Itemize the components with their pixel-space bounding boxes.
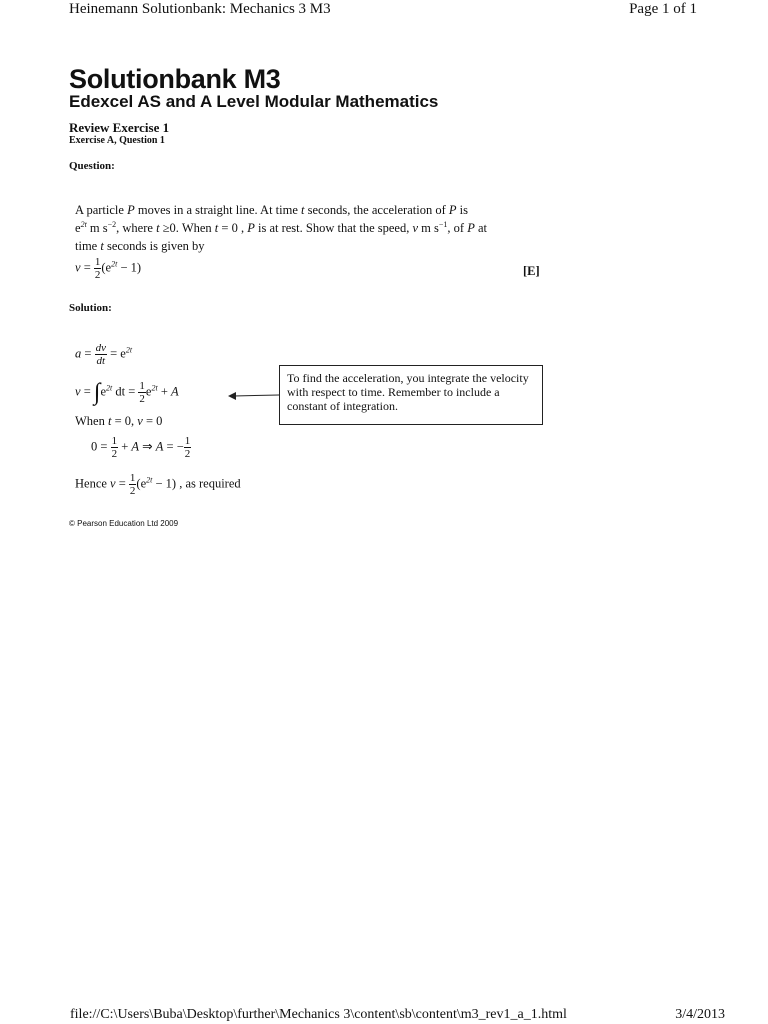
page-header-title: Heinemann Solutionbank: Mechanics 3 M3 bbox=[69, 1, 331, 17]
solution-step-2: $v = \int e^{2t}$ dt = $\frac{1}{2}$ $e^{2t} + A$ bbox=[75, 379, 179, 406]
question-line-2: $e^{2t}$ m $s^{-2}$, where t ≥0. When t = 0 , P is at rest. Show that the speed, v m $s^{-1}$, of P at bbox=[75, 220, 487, 235]
exercise-heading: Exercise A, Question 1 bbox=[69, 135, 165, 146]
question-equation: v = $\frac{1}{2}$ $(e^{2t} - 1)$ bbox=[75, 256, 142, 281]
section-heading: Review Exercise 1 bbox=[69, 120, 170, 135]
page-header-pagination: Page 1 of 1 bbox=[629, 1, 697, 17]
exam-mark: [E] bbox=[523, 264, 540, 278]
footer-date: 3/4/2013 bbox=[675, 1007, 725, 1022]
question-line-1: A particle P moves in a straight line. At time t seconds, the acceleration of P is bbox=[75, 203, 468, 217]
solution-hint-callout: To find the acceleration, you integrate the velocity with respect to time. Remember to include a constant of integration. bbox=[279, 365, 543, 425]
question-line-3: time t seconds is given by bbox=[75, 239, 205, 253]
solution-step-4: 0 = $\frac{1}{2}$ + A ⇒ A = − $\frac{1}{2}$ bbox=[91, 435, 191, 460]
copyright-notice: © Pearson Education Ltd 2009 bbox=[69, 519, 179, 528]
footer-file-path: file://C:\Users\Buba\Desktop\further\Mechanics 3\content\sb\content\m3_rev1_a_1.html bbox=[70, 1007, 567, 1022]
document-title: Solutionbank M3 bbox=[69, 64, 281, 94]
document-subtitle: Edexcel AS and A Level Modular Mathematics bbox=[69, 92, 439, 111]
question-label: Question: bbox=[69, 160, 115, 172]
solution-label: Solution: bbox=[69, 302, 112, 314]
solution-step-5: Hence v = $\frac{1}{2}$ $(e^{2t} - 1)$ , as required bbox=[75, 472, 241, 497]
callout-arrow-icon bbox=[226, 388, 281, 404]
solution-step-3: When t = 0, v = 0 bbox=[75, 414, 163, 428]
solution-step-1: a = $\frac{dv}{dt}$ = $e^{2t}$ bbox=[75, 342, 133, 367]
